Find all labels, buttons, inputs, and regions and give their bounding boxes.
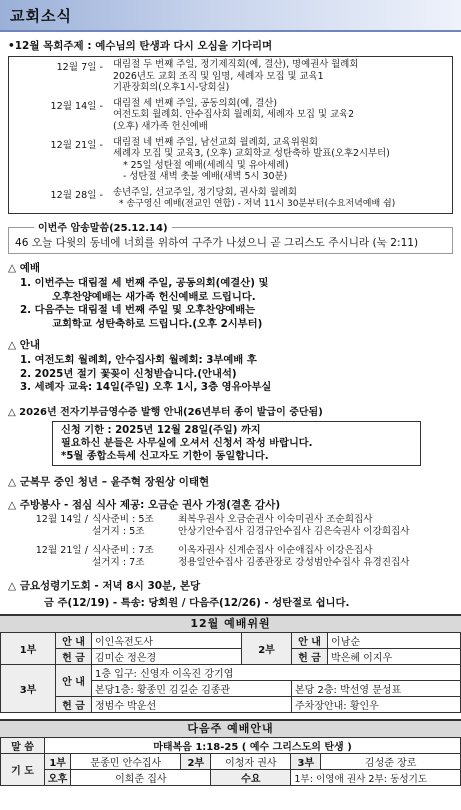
schedule-line: 대림절 네 번째 주일, 남선교회 월례회, 교육위원회 xyxy=(113,136,318,148)
notice-line: 신청 기한 : 2025년 12월 28일(주일) 까지 xyxy=(61,424,261,436)
schedule-line: 2026년도 교회 조직 및 임명, 세례자 모집 및 교육1 xyxy=(113,70,324,82)
schedule-line: 기관장회의(오후1시-당회실) xyxy=(113,82,230,94)
friday-prayer-detail: 금 주(12/19) - 특송: 당회원 / 다음주(12/26) - 성탄절로 쉽니다. xyxy=(44,596,350,609)
guide-list xyxy=(20,354,461,395)
recitation-text: 46 오늘 다윗의 동네에 너희를 위하여 구주가 나셨으니 곧 그리스도 주시니라 (눅 2:11) xyxy=(8,227,453,254)
schedule-line: 대림절 두 번째 주일, 정기제직회(예, 결산), 명예권사 월례회 xyxy=(113,59,359,70)
guide-label: 안 내 xyxy=(56,665,92,697)
prayer-name: 이청자 권사 xyxy=(211,754,291,770)
schedule-date: 12월 28일 - xyxy=(50,189,103,201)
duty-cell: 박은혜 이지우 xyxy=(328,649,461,665)
friday-prayer-heading: △ 금요성령기도회 - 저녁 8시 30분, 본당 xyxy=(8,579,201,592)
duty-title: 12월 예배위원 xyxy=(0,614,461,632)
page-title: 교회소식 xyxy=(10,6,72,25)
part-label: 2부 xyxy=(242,633,292,665)
recitation-label: 이번주 암송말씀(25.12.14) xyxy=(34,219,172,234)
offering-label: 헌 금 xyxy=(56,649,92,665)
duty-cell: 본당1층: 황종민 김길순 김종관 xyxy=(92,681,292,697)
schedule-row xyxy=(15,98,446,133)
offering-label: 헌 금 xyxy=(56,697,92,713)
list-item: 3. 세례자 교육: 14일(주일) 오후 1시, 3층 영유아부실 xyxy=(20,381,272,394)
sermon-text: 마태복음 1:18-25 ( 예수 그리스도의 탄생 ) xyxy=(45,738,461,754)
prayer-name: 1부: 이영애 권사 2부: 동성기도 xyxy=(291,770,461,786)
military-heading: △ 군복무 중인 청년 – 윤주혁 장원상 이태현 xyxy=(8,475,210,488)
list-item: 1. 이번주는 대림절 세 번째 주일, 공동의회(예결산) 및 xyxy=(20,277,269,290)
duty-cell: 이인옥전도사 xyxy=(92,633,242,649)
part-label: 1부 xyxy=(1,633,56,665)
service-row: 12월 21일 / 식사준비 : 7조 이옥자권사 신계순집사 이순애집사 이강은집사 xyxy=(35,544,373,556)
schedule-line: 여전도회 월례회. 안수집사회 월례회, 세례자 모집 및 교육2 xyxy=(113,109,355,121)
kitchen-service-list xyxy=(8,514,461,570)
part-label: 수요 xyxy=(211,770,291,786)
schedule-row xyxy=(15,187,446,210)
list-item: 1. 여전도회 월례회, 안수집사회 월례회: 3부예배 후 xyxy=(20,354,257,367)
prayer-name: 김성준 장로 xyxy=(321,754,461,770)
worship-list xyxy=(20,277,461,331)
schedule-line: * 25일 성탄절 예배(세례식 및 유아세례) xyxy=(123,159,289,171)
list-item-continued: 교회학교 성탄축하로 드립니다.(오후 2시부터) xyxy=(52,317,263,330)
part-label: 3부 xyxy=(291,754,321,770)
guide-heading: △ 안내 xyxy=(8,339,41,352)
receipt-heading: △ 2026년 전자기부금영수증 발행 안내(26년부터 종이 발급이 중단됨) xyxy=(8,406,323,418)
schedule-line: 세례자 모집 및 교육3, (오후) 교회학교 성탄축하 발표(오후2시부터) xyxy=(113,148,390,160)
next-week-title: 다음주 예배안내 xyxy=(0,719,461,737)
service-row: 설거지 : 5조 안상기안수집사 김경규안수집사 김은숙권사 이강희집사 xyxy=(92,526,410,538)
schedule-line: 대림절 세 번째 주일, 공동의회(예, 결산) xyxy=(113,97,278,109)
list-item: 2. 2025년 절기 꽃꽂이 신청받습니다.(안내석) xyxy=(20,367,237,380)
duty-cell: 본당 2층: 박선영 문성표 xyxy=(292,681,461,697)
part-label: 오후 xyxy=(45,770,71,786)
schedule-date: 12월 21일 - xyxy=(50,139,103,151)
schedule-row xyxy=(15,59,446,94)
schedule-line: * 송구영신 예배(전교인 연합) - 저녁 11시 30분부터(수요저녁예배 쉼) xyxy=(119,198,396,209)
part-label: 3부 xyxy=(1,665,56,713)
duty-section xyxy=(0,614,461,786)
schedule-line: - 성탄절 새벽 촛불 예배(새벽 5시 30분) xyxy=(123,171,288,183)
receipt-notice-box xyxy=(52,421,421,466)
schedule-date: 12월 14일 - xyxy=(50,100,103,112)
guide-label: 안 내 xyxy=(292,633,328,649)
prayer-label: 기 도 xyxy=(1,754,45,786)
duty-cell: 김미순 정은경 xyxy=(92,649,242,665)
duty-cell: 주차장안내: 황인우 xyxy=(292,697,461,713)
schedule-date: 12월 7일 - xyxy=(56,62,103,73)
recitation-section xyxy=(8,223,453,254)
duty-table xyxy=(0,632,461,713)
prayer-name: 이희준 집사 xyxy=(71,770,211,786)
list-item-continued: 오후찬양예배는 새가족 헌신예배로 드립니다. xyxy=(52,290,256,303)
next-week-table xyxy=(0,737,461,786)
schedule-box xyxy=(8,56,453,214)
offering-label: 헌 금 xyxy=(292,649,328,665)
kitchen-service-heading: △ 주방봉사 - 점심 식사 제공: 오금순 권사 가정(결혼 감사) xyxy=(8,498,281,511)
schedule-line: 송년주일, 선교주일, 정기당회, 권사회 월례회 xyxy=(113,186,297,198)
schedule-row xyxy=(15,137,446,183)
monthly-theme: •12월 목회주제 : 예수님의 탄생과 다시 오심을 기다리며 xyxy=(8,40,273,52)
part-label: 1부 xyxy=(45,754,71,770)
part-label: 2부 xyxy=(181,754,211,770)
sermon-label: 말 씀 xyxy=(1,738,45,754)
prayer-name: 문종민 안수집사 xyxy=(71,754,181,770)
notice-line: *5월 종합소득세 신고자도 기한이 동일합니다. xyxy=(61,450,269,462)
duty-cell: 1층 입구: 신영자 이옥진 강기엽 xyxy=(92,665,461,681)
service-row: 설거지 : 7조 정용일안수집사 김종관장로 강성범안수집사 유경진집사 xyxy=(92,557,410,569)
page-header xyxy=(0,0,461,32)
service-row: 12월 14일 / 식사준비 : 5조 최복우권사 오금순권사 이숙미권사 조순희집사 xyxy=(35,513,373,525)
schedule-line: (오후) 새가족 헌신예배 xyxy=(113,120,208,132)
notice-line: 필요하신 분들은 사무실에 오셔서 신청서 작성 바랍니다. xyxy=(61,437,313,449)
guide-label: 안 내 xyxy=(56,633,92,649)
list-item: 2. 다음주는 대림절 네 번째 주일 및 오후찬양예배는 xyxy=(20,304,256,317)
worship-heading: △ 예배 xyxy=(8,262,41,275)
duty-cell: 이남순 xyxy=(328,633,461,649)
duty-cell: 정범수 박운선 xyxy=(92,697,292,713)
